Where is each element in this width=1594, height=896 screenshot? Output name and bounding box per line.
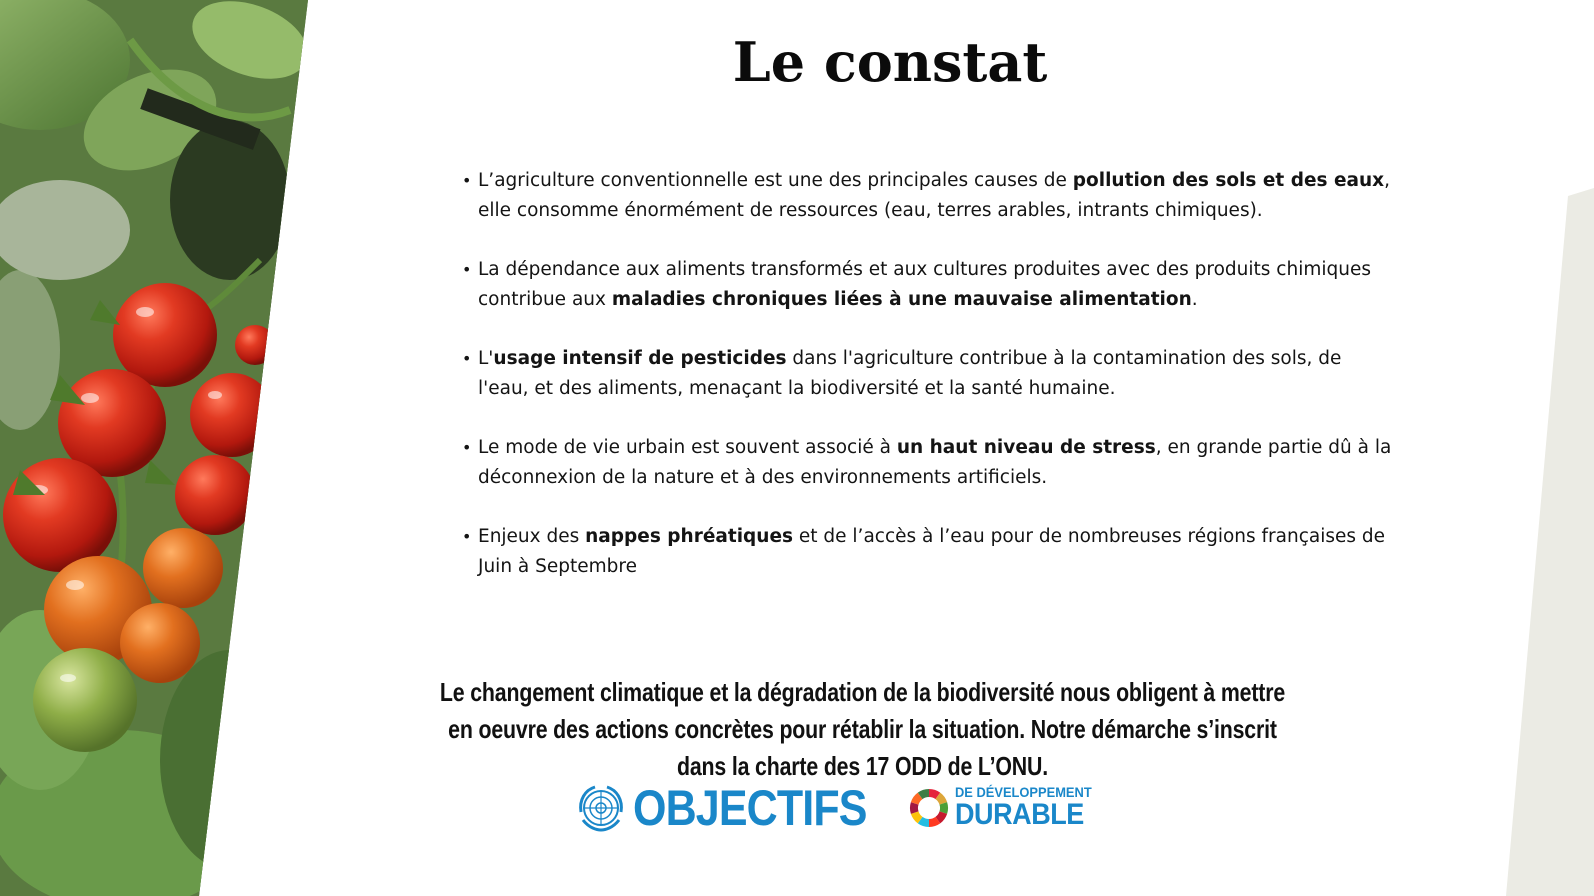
bullet-emphasis: usage intensif de pesticides: [493, 348, 787, 369]
list-item: [462, 255, 1392, 314]
list-item: [462, 522, 1392, 581]
bullet-text: L’agriculture conventionnelle est une des principales causes de: [478, 170, 1073, 191]
bullet-text: .: [1191, 288, 1198, 310]
bullet-emphasis: nappes phréatiques: [585, 526, 794, 547]
bullet-text: dans l'agriculture contribue à la contamination des sols, de l'eau, et des aliments, menaçant la biodiversité et la santé humaine.: [478, 348, 1342, 399]
list-item: [462, 166, 1392, 225]
list-item: [462, 433, 1392, 492]
bullet-text: et de l’accès à l’eau pour de nombreuses régions françaises de Juin à Septembre: [478, 526, 1386, 577]
bullet-text: , elle consomme énormément de ressources (eau, terres arables, intrants chimiques).: [478, 170, 1390, 221]
bullet-text: Le mode de vie urbain est souvent associé à: [478, 437, 897, 458]
sdg-wheel-icon: [909, 788, 949, 828]
tomato-illustration: [0, 0, 310, 896]
logo-subtitle-bottom: DURABLE: [955, 798, 1084, 831]
conclusion-text: Le changement climatique et la dégradation de la biodiversité nous obligent à mettre en oeuvre des actions concrètes pour rétablir la situation. Notre démarche s’inscrit dans la charte des 17 ODD de L’ONU.: [439, 677, 1286, 781]
tomato-photo: [0, 0, 310, 896]
list-item: [462, 344, 1392, 403]
bullet-emphasis: pollution des sols et des eaux: [1072, 170, 1385, 191]
page-title: Le constat: [732, 30, 1048, 94]
bullet-emphasis: maladies chroniques liées à une mauvaise alimentation: [611, 288, 1192, 310]
logo-subtitle-top: DE DÉVELOPPEMENT: [955, 784, 1092, 800]
logo-subtitle: [955, 785, 1104, 830]
bullet-emphasis: un haut niveau de stress: [896, 437, 1156, 458]
findings-list: [462, 166, 1392, 611]
bullet-text: L': [478, 348, 494, 369]
logo-main-text: OBJECTIFS: [633, 779, 867, 836]
un-emblem-icon: [575, 782, 627, 834]
bullet-text: La dépendance aux aliments transformés et aux cultures produites avec des produits chimiques contribue aux: [478, 259, 1371, 310]
bullet-text: , en grande partie dû à la déconnexion de la nature et à des environnements artificiels.: [478, 437, 1392, 488]
sdg-logo: [575, 780, 1115, 835]
bullet-text: Enjeux des: [478, 526, 586, 547]
